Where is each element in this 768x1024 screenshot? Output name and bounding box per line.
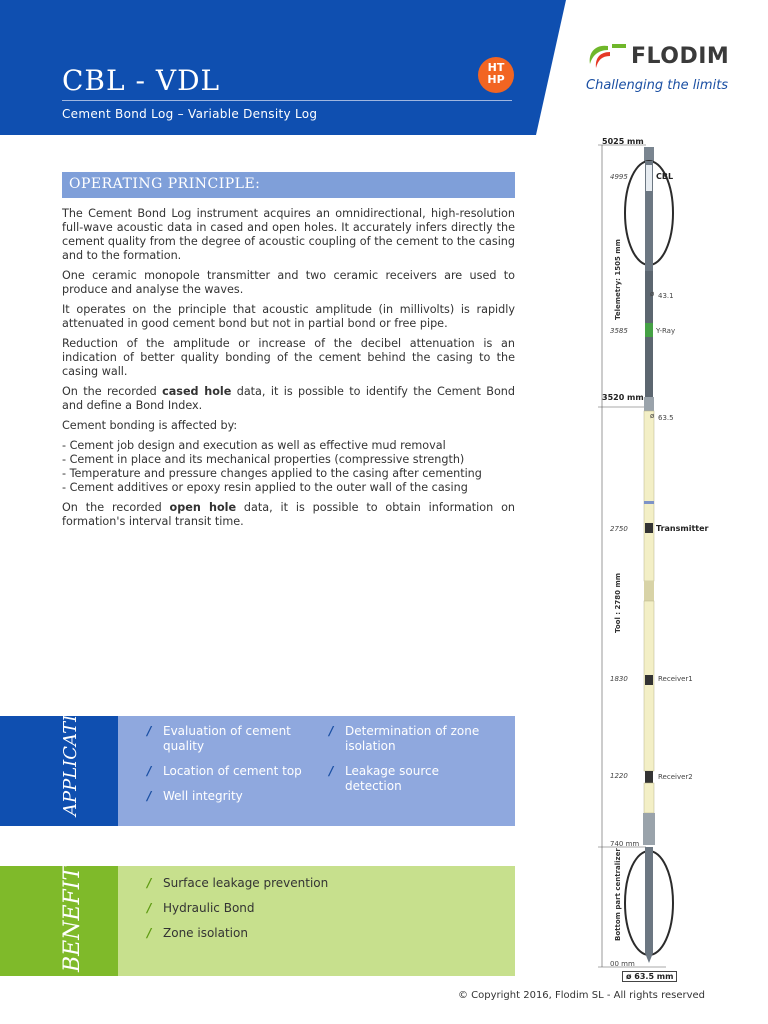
item-text: Determination of zone: [345, 724, 480, 738]
tagline: Challenging the limits: [586, 78, 729, 93]
text: data, it is possible to obtain information on formation's interval transit time.: [62, 501, 515, 528]
item-text: isolation: [345, 739, 396, 753]
logo-wordmark: FLODIM: [631, 44, 730, 69]
section-heading-text: OPERATING PRINCIPLE:: [69, 176, 261, 192]
dimension-label: 1830: [610, 675, 628, 683]
text: On the recorded: [62, 385, 163, 398]
dimension-label: 63.5: [658, 414, 674, 422]
slash-bullet-icon: /: [147, 876, 152, 890]
paragraph: One ceramic monopole transmitter and two ceramic receivers are used to produce and analyse the waves.: [62, 269, 515, 296]
diameter-label: ø 63.5 mm: [622, 971, 677, 982]
page-subtitle: Cement Bond Log – Variable Density Log: [62, 107, 318, 121]
list-item: [147, 724, 291, 754]
paragraph: It operates on the principle that acoustic amplitude (in millivolts) is rapidly attenuated in good cement bond but not in partial bond or free pipe.: [62, 303, 515, 330]
paragraph: [62, 501, 515, 529]
operating-principle-heading: [62, 172, 515, 198]
dimension-label: 5025 mm: [602, 137, 644, 146]
list-item: [147, 876, 329, 890]
bullet-list: [62, 439, 515, 495]
text: data, it is possible to identify the Cement Bond and define a Bond Index.: [62, 385, 516, 412]
item-text: Zone isolation: [163, 926, 248, 940]
component-label: CBL: [656, 172, 674, 181]
title-divider: [62, 100, 512, 101]
item-text: quality: [163, 739, 205, 753]
dimension-label: 1220: [610, 772, 628, 780]
operating-principle-body: [62, 207, 515, 535]
diameter-symbol: ø: [650, 290, 655, 298]
list-item: - Cement additives or epoxy resin applied to the outer wall of the casing: [62, 481, 468, 494]
item-text: Evaluation of cement: [163, 724, 291, 738]
paragraph: The Cement Bond Log instrument acquires an omnidirectional, high-resolution full-wave acoustic data in cased and open holes. It accurately infers directly the cement quality from the degree of acoustic coupling of the cement to the casing and to the formation.: [62, 207, 515, 262]
component-label: Receiver1: [658, 675, 693, 683]
dimension-label: 740 mm: [610, 840, 640, 848]
item-text: Surface leakage prevention: [163, 876, 329, 890]
slash-bullet-icon: /: [329, 724, 334, 738]
list-item: [329, 724, 480, 754]
list-item: [147, 901, 255, 915]
dimension-label: 2750: [610, 525, 628, 533]
page-title: CBL - VDL: [62, 64, 221, 97]
tool-length-label: Tool : 2780 mm: [614, 572, 622, 633]
list-item: - Cement job design and execution as well as effective mud removal: [62, 439, 446, 452]
dimension-label: 3585: [610, 327, 628, 335]
component-label: Receiver2: [658, 773, 693, 781]
slash-bullet-icon: /: [147, 789, 152, 803]
benefits-title: BENEFITS: [60, 850, 85, 972]
page-header: [0, 0, 768, 135]
tool-diagram: [590, 135, 768, 985]
paragraph: Cement bonding is affected by:: [62, 419, 238, 432]
applications-tab: [0, 671, 118, 826]
benefits-section: [0, 850, 515, 976]
applications-title: APPLICATIONS: [60, 671, 81, 816]
component-label: Y-Ray: [656, 327, 676, 335]
list-item: [147, 926, 248, 940]
bold-text: cased hole: [162, 385, 232, 398]
item-text: Location of cement top: [163, 764, 302, 778]
badge-line-1: HT: [487, 61, 505, 74]
slash-bullet-icon: /: [147, 926, 152, 940]
list-item: [147, 764, 302, 779]
diameter-symbol: ø: [650, 412, 655, 420]
paragraph: [62, 385, 515, 413]
dimension-label: 43.1: [658, 292, 674, 300]
badge-line-2: HP: [487, 73, 505, 86]
bold-text: open hole: [169, 501, 237, 514]
hthp-badge: [478, 57, 514, 93]
dimension-label: 3520 mm: [602, 393, 644, 402]
slash-bullet-icon: /: [147, 764, 152, 778]
slash-bullet-icon: /: [147, 901, 152, 915]
copyright-text: © Copyright 2016, Flodim SL - All rights reserved: [458, 990, 706, 1001]
flodim-logo-icon: [586, 42, 632, 72]
text: On the recorded: [62, 501, 170, 514]
item-text: detection: [345, 779, 402, 793]
list-item: [147, 789, 243, 804]
slash-bullet-icon: /: [329, 764, 334, 778]
item-text: Hydraulic Bond: [163, 901, 255, 915]
item-text: Well integrity: [163, 789, 243, 803]
list-item: - Cement in place and its mechanical properties (compressive strength): [62, 453, 465, 466]
telemetry-length-label: Telemetry: 1505 mm: [614, 239, 622, 320]
benefits-tab: [0, 850, 118, 976]
bottom-part-label: Bottom part centralizer: [614, 848, 622, 941]
paragraph: Reduction of the amplitude or increase of the decibel attenuation is an indication of better quality bonding of the cement behind the casing to the casing wall.: [62, 337, 515, 378]
applications-section: [0, 671, 515, 826]
dimension-label: 00 mm: [610, 960, 635, 968]
item-text: Leakage source: [345, 764, 439, 778]
slash-bullet-icon: /: [147, 724, 152, 738]
list-item: [329, 764, 439, 794]
list-item: - Temperature and pressure changes applied to the casing after cementing: [62, 467, 482, 480]
dimension-label: 4995: [610, 173, 628, 181]
component-label: Transmitter: [656, 524, 709, 533]
